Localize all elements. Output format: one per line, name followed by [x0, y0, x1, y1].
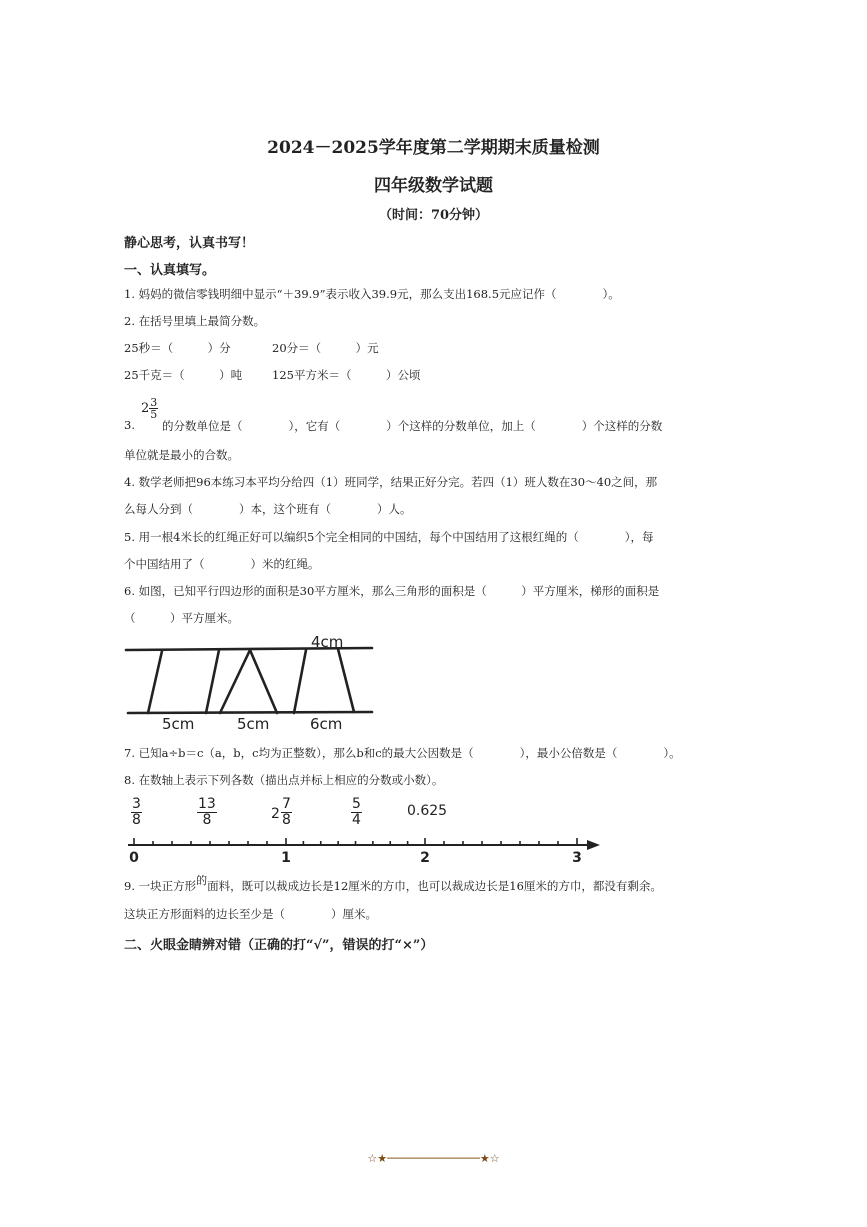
denominator: 5	[150, 408, 158, 421]
question-9-line-1	[124, 874, 662, 894]
denominator: 8	[202, 811, 212, 828]
question-5-line-2: 个中国结用了（ ）米的红绳。	[124, 557, 320, 571]
q9-text-a: 9. 一块正方形	[124, 879, 197, 893]
label-bottom-5cm-2: 5cm	[237, 715, 270, 733]
question-4-line-2: 么每人分到（ ）本，这个班有（ ）人。	[124, 502, 412, 516]
label-bottom-5cm-1: 5cm	[162, 715, 195, 733]
question-3-number: 3.	[124, 418, 135, 432]
numerator: 7	[282, 796, 291, 812]
fraction-2-7-8-whole: 2	[271, 806, 280, 822]
question-3-line-2: 单位就是最小的合数。	[124, 448, 239, 462]
trapezoid-left-side	[294, 650, 306, 713]
triangle-right-side	[250, 650, 277, 713]
question-6-line-1: 6. 如图，已知平行四边形的面积是30平方厘米，那么三角形的面积是（ ）平方厘米，梯形的面积是	[124, 584, 660, 598]
section-1-heading: 一、认真填写。	[124, 263, 216, 278]
bottom-parallel-line	[128, 712, 372, 713]
question-3-line-1: 的分数单位是（ ），它有（ ）个这样的分数单位，加上（ ）个这样的分数	[162, 419, 663, 433]
tick-label-0: 0	[129, 850, 139, 866]
question-3-mixed-number	[141, 397, 158, 420]
question-7: 7. 已知a÷b＝c（a，b，c均为正整数），那么b和c的最大公因数是（ ），最小公倍数是（ ）。	[124, 746, 681, 760]
fraction-13-8	[197, 797, 217, 827]
numerator: 13	[198, 796, 216, 812]
label-bottom-6cm: 6cm	[310, 715, 343, 733]
question-2-item-d: 125平方米＝（ ）公顷	[272, 368, 421, 382]
tick-label-1: 1	[281, 850, 291, 866]
q9-text-sup: 的	[196, 874, 208, 887]
question-2: 2. 在括号里填上最简分数。	[124, 314, 266, 328]
denominator: 8	[132, 811, 141, 828]
fraction-3-8	[131, 797, 142, 827]
question-2-item-b: 20分＝（ ）元	[272, 341, 379, 355]
mixed-whole: 2	[141, 401, 150, 416]
question-2-item-a: 25秒＝（ ）分	[124, 341, 231, 355]
exam-subtitle: 四年级数学试题	[374, 176, 493, 196]
parallelogram-right-side	[206, 650, 219, 713]
denominator: 8	[282, 811, 291, 828]
parallelogram-left-side	[148, 651, 162, 713]
question-5-line-1: 5. 用一根4米长的红绳正好可以编织5个完全相同的中国结，每个中国结用了这根红绳的（ ），每	[124, 530, 654, 544]
question-4-line-1: 4. 数学老师把96本练习本平均分给四（1）班同学，结果正好分完。若四（1）班人数在30～40之间，那	[124, 475, 658, 489]
number-line	[120, 834, 610, 868]
question-1: 1. 妈妈的微信零钱明细中显示“＋39.9”表示收入39.9元，那么支出168.5元应记作（ ）。	[124, 287, 620, 301]
tick-label-3: 3	[572, 850, 582, 866]
numerator: 5	[352, 796, 361, 812]
fraction-5-4	[351, 797, 362, 827]
decimal-0-625: 0.625	[407, 803, 448, 819]
question-8: 8. 在数轴上表示下列各数（描出点并标上相应的分数或小数）。	[124, 773, 444, 787]
numerator: 3	[150, 396, 158, 409]
trapezoid-right-side	[338, 649, 354, 712]
question-2-item-c: 25千克＝（ ）吨	[124, 368, 243, 382]
question-9-line-2: 这块正方形面料的边长至少是（ ）厘米。	[124, 907, 377, 921]
arrow-head-icon	[587, 840, 600, 850]
shapes-figure	[120, 628, 380, 740]
question-6-line-2: （ ）平方厘米。	[124, 611, 239, 625]
label-top-4cm: 4cm	[311, 633, 344, 651]
denominator: 4	[352, 811, 361, 828]
exam-title: 2024－2025学年度第二学期期末质量检测	[267, 138, 600, 158]
mixed-fraction	[149, 397, 158, 420]
section-2-heading: 二、火眼金睛辨对错（正确的打“√”，错误的打“×”）	[124, 938, 434, 953]
tick-label-2: 2	[420, 850, 430, 866]
q9-text-b: 面料，既可以裁成边长是12厘米的方巾，也可以裁成边长是16厘米的方巾，都没有剩余。	[207, 879, 662, 893]
triangle-left-side	[220, 650, 250, 713]
motto: 静心思考，认真书写！	[124, 236, 255, 251]
fraction-2-7-8	[281, 797, 292, 827]
numerator: 3	[132, 796, 141, 812]
footer-decoration: ☆★──────────────★☆	[367, 1152, 500, 1165]
exam-time: （时间：70分钟）	[378, 208, 489, 223]
